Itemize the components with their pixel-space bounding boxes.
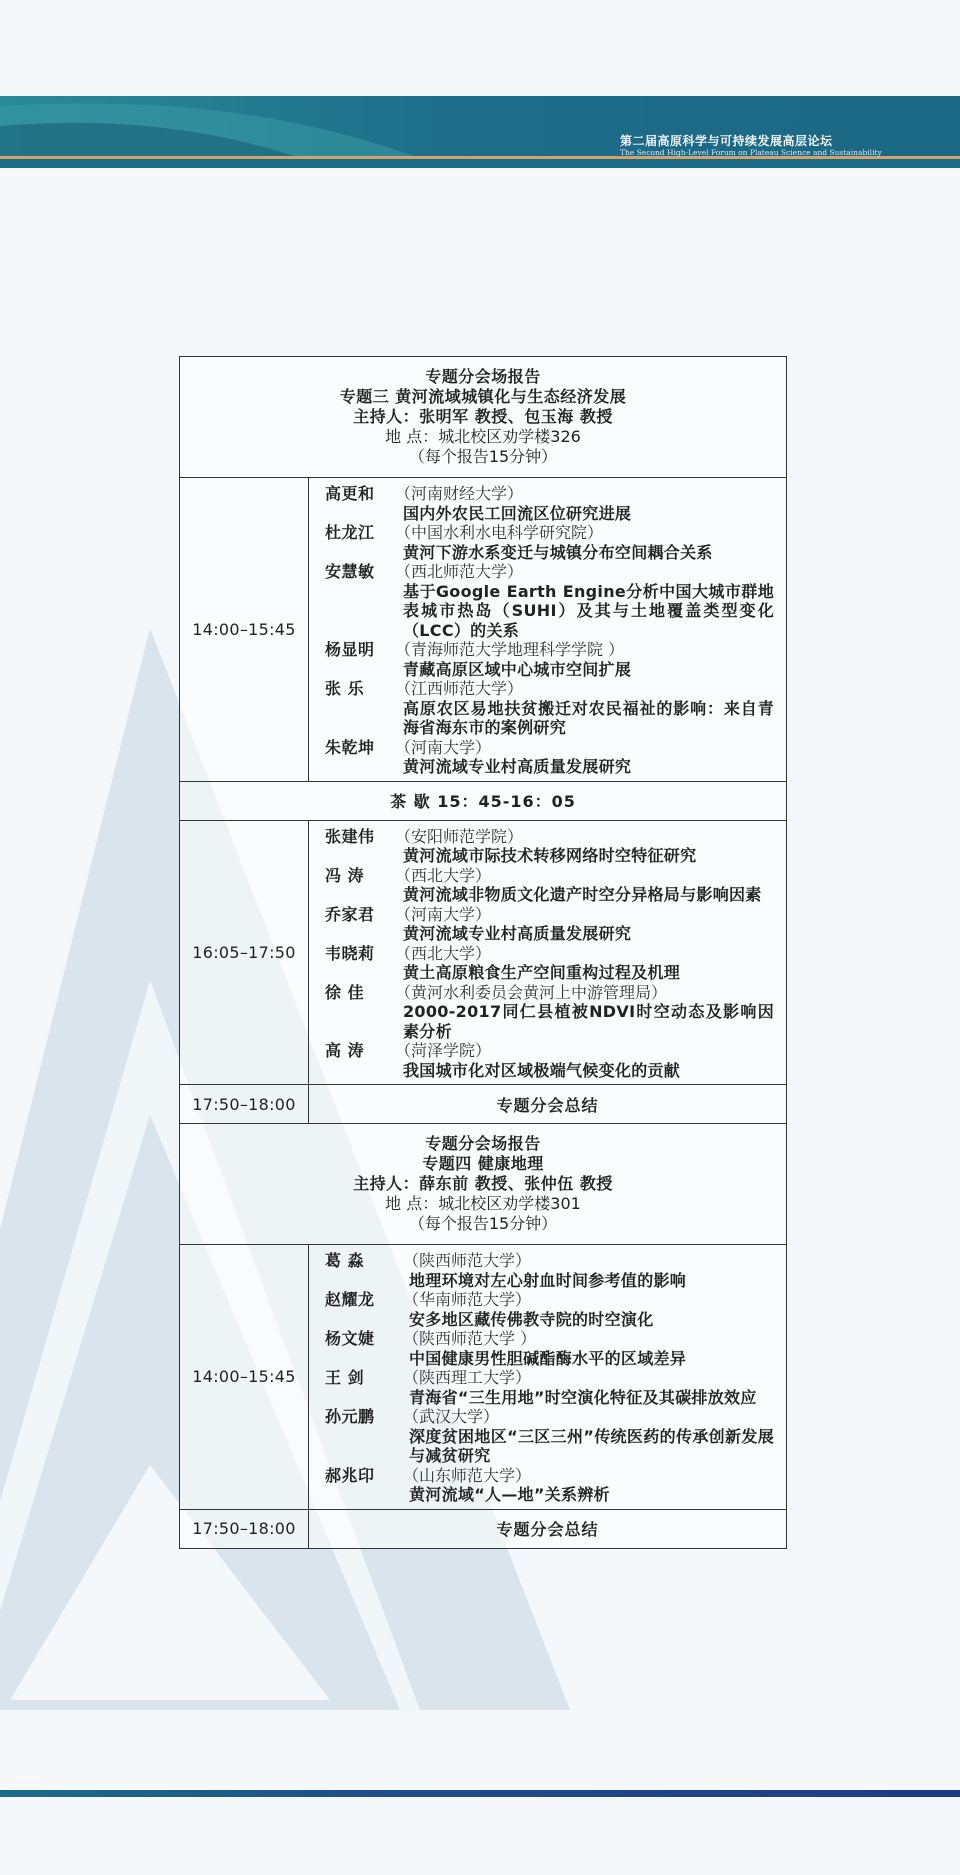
speaker-name: 王 剑 [325,1368,365,1387]
talk-topic: 黄河流域“人—地”关系辨析 [409,1485,610,1504]
talk-topic: 黄土高原粮食生产空间重构过程及机理 [403,963,681,982]
session3-header-row [180,357,786,477]
speaker-name: 赵耀龙 [325,1290,375,1309]
speaker-affiliation: （山东师范大学） [403,1465,532,1485]
speaker-entry [325,679,774,738]
speaker-name: 徐 佳 [325,982,365,1002]
speaker-affiliation: （西北大学） [395,943,492,963]
session4-summary-row [180,1509,786,1548]
session4-duration: （每个报告15分钟） [408,1214,558,1233]
session4-header [180,1124,786,1244]
speaker-name: 乔家君 [325,904,375,924]
speaker-entry [325,640,774,679]
speaker-list [309,1245,786,1509]
speaker-entry [325,523,774,562]
speaker-affiliation: （河南财经大学） [395,484,524,503]
schedule-table [179,356,787,1549]
speaker-entry [325,1251,774,1290]
speaker-entry [325,866,774,905]
session4-heading: 专题分会场报告 [425,1134,541,1153]
session-summary: 专题分会总结 [496,1095,599,1115]
speaker-entry [325,1041,774,1080]
session3-theme: 专题三 黄河流域城镇化与生态经济发展 [339,387,627,406]
speaker-list [309,478,786,781]
talk-topic: 黄河下游水系变迁与城镇分布空间耦合关系 [403,542,713,562]
speaker-list [309,821,786,1085]
time-slot: 14:00–15:45 [180,478,309,781]
speaker-name: 葛 淼 [325,1251,365,1270]
speaker-name: 郝兆印 [325,1465,375,1485]
session3-summary-row [180,1084,786,1123]
session3-block1-row [180,477,786,781]
speaker-affiliation: （陕西师范大学） [403,1251,532,1270]
talk-topic: 中国健康男性胆碱酯酶水平的区域差异 [409,1348,687,1368]
speaker-affiliation: （河南大学） [395,737,492,757]
speaker-entry [325,827,774,866]
session3-heading: 专题分会场报告 [425,367,541,386]
speaker-entry [325,1329,774,1368]
talk-topic: 黄河流域市际技术转移网络时空特征研究 [403,846,697,865]
speaker-name: 朱乾坤 [325,737,375,757]
session3-header [180,357,786,477]
talk-topic: 安多地区藏传佛教寺院的时空演化 [409,1309,654,1329]
session4-block1-row [180,1244,786,1509]
speaker-entry [325,905,774,944]
time-slot: 16:05–17:50 [180,821,309,1085]
speaker-entry [325,1407,774,1466]
speaker-name: 孙元鹏 [325,1407,375,1426]
speaker-affiliation: （中国水利水电科学研究院） [395,523,604,542]
speaker-name: 杜龙江 [325,523,375,542]
speaker-affiliation: （西北师范大学） [395,562,524,581]
speaker-name: 韦晓莉 [325,943,375,963]
speaker-entry [325,738,774,777]
talk-topic: 黄河流域专业村高质量发展研究 [403,924,632,943]
talk-topic: 高原农区易地扶贫搬迁对农民福祉的影响：来自青海省海东市的案例研究 [403,698,774,737]
talk-topic: 青海省“三生用地”时空演化特征及其碳排放效应 [409,1387,757,1407]
session4-hosts: 主持人：薛东前 教授、张仲伍 教授 [353,1174,613,1193]
session3-block2-row [180,820,786,1085]
speaker-entry [325,944,774,983]
forum-title-english: The Second High-Level Forum on Plateau Science and Sustainability [620,148,882,157]
speaker-affiliation: （西北大学） [395,865,492,885]
speaker-name: 杨显明 [325,640,375,659]
time-slot: 17:50–18:00 [180,1510,309,1548]
speaker-name: 安慧敏 [325,562,375,581]
speaker-entry [325,1290,774,1329]
speaker-name: 高更和 [325,484,375,503]
tea-break-row [180,781,786,820]
talk-topic: 国内外农民工回流区位研究进展 [403,503,632,523]
speaker-name: 杨文婕 [325,1329,375,1348]
speaker-affiliation: （武汉大学） [403,1407,500,1426]
talk-topic: 2000-2017同仁县植被NDVI时空动态及影响因素分析 [403,1002,774,1041]
time-slot: 17:50–18:00 [180,1085,309,1123]
footer-bar [0,1790,960,1797]
speaker-entry [325,562,774,640]
talk-topic: 青藏高原区域中心城市空间扩展 [403,659,632,679]
talk-topic: 黄河流域专业村高质量发展研究 [403,757,632,776]
talk-topic: 地理环境对左心射血时间参考值的影响 [409,1270,687,1290]
session4-header-row [180,1123,786,1244]
session3-hosts: 主持人：张明军 教授、包玉海 教授 [353,407,613,426]
speaker-affiliation: （华南师范大学） [403,1290,532,1309]
header-banner [0,96,960,168]
speaker-entry [325,484,774,523]
session4-location: 地 点：城北校区劝学楼301 [385,1194,581,1213]
speaker-entry [325,1466,774,1505]
talk-topic: 我国城市化对区域极端气候变化的贡献 [403,1060,681,1080]
speaker-affiliation: （河南大学） [395,904,492,924]
speaker-affiliation: （江西师范大学） [395,679,524,698]
speaker-entry [325,1368,774,1407]
speaker-affiliation: （安阳师范学院） [395,826,524,846]
session3-location: 地 点：城北校区劝学楼326 [385,427,581,446]
forum-title: 第二届高原科学与可持续发展高层论坛 [620,134,833,148]
speaker-affiliation: （陕西师范大学 ） [403,1329,537,1348]
tea-break-label: 茶 歇 15：45-16：05 [390,792,576,811]
time-slot: 14:00–15:45 [180,1245,309,1509]
session4-theme: 专题四 健康地理 [422,1154,544,1173]
session-summary: 专题分会总结 [496,1520,599,1539]
speaker-name: 张 乐 [325,679,365,698]
speaker-affiliation: （青海师范大学地理科学学院 ） [395,640,625,659]
talk-topic: 深度贫困地区“三区三州”传统医药的传承创新发展与减贫研究 [409,1426,774,1465]
speaker-name: 张建伟 [325,826,375,846]
speaker-entry [325,983,774,1042]
speaker-affiliation: （黄河水利委员会黄河上中游管理局） [395,982,668,1002]
speaker-affiliation: （菏泽学院） [395,1041,492,1060]
speaker-name: 高 涛 [325,1041,365,1060]
speaker-affiliation: （陕西理工大学） [403,1368,532,1387]
speaker-name: 冯 涛 [325,865,365,885]
talk-topic: 基于Google Earth Engine分析中国大城市群地表城市热岛（SUHI）及其与土地覆盖类型变化（LCC）的关系 [403,581,774,640]
talk-topic: 黄河流域非物质文化遗产时空分异格局与影响因素 [403,885,762,904]
session3-duration: （每个报告15分钟） [408,447,558,466]
